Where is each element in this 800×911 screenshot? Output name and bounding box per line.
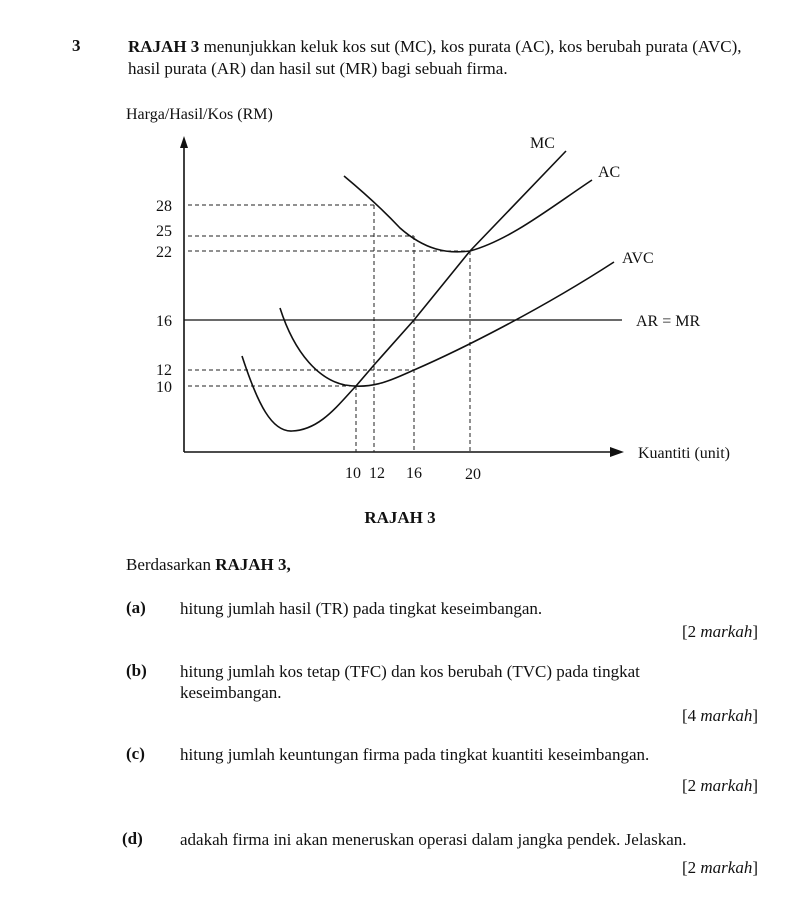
ar-mr-label: AR = MR xyxy=(636,313,701,330)
subquestion-d-text: adakah firma ini akan meneruskan operasi dalam jangka pendek. Jelaskan. xyxy=(180,830,687,849)
x-axis-arrow xyxy=(610,447,624,457)
x-tick-label: 12 xyxy=(369,465,385,482)
marks-bracket: ] xyxy=(752,776,758,795)
y-tick-label: 28 xyxy=(156,198,172,215)
y-tick-label: 10 xyxy=(156,379,172,396)
y-axis-title: Harga/Hasil/Kos (RM) xyxy=(126,106,273,123)
subquestion-c-text: hitung jumlah keuntungan firma pada tingkat kuantiti keseimbangan. xyxy=(180,745,650,764)
marks-word: markah xyxy=(700,858,753,877)
y-axis-arrow xyxy=(180,136,188,148)
subquestion-c-label: (c) xyxy=(126,744,145,763)
subquestion-a-label: (a) xyxy=(126,598,146,617)
mc-label: MC xyxy=(530,135,555,152)
marks-number: [2 xyxy=(681,776,701,795)
ac-curve xyxy=(344,176,592,252)
figure-title: RAJAH 3 xyxy=(364,508,436,527)
mc-curve xyxy=(242,151,566,431)
y-tick-label: 16 xyxy=(156,313,172,330)
subquestion-d-marks xyxy=(682,858,758,878)
avc-curve xyxy=(280,262,614,386)
marks-word: markah xyxy=(700,622,753,641)
x-tick-labels xyxy=(345,465,481,483)
subquestion-b-label: (b) xyxy=(126,661,147,680)
avc-label: AVC xyxy=(622,250,654,267)
y-tick-label: 25 xyxy=(156,223,172,240)
marks-word: markah xyxy=(700,776,753,795)
subquestion-d-label: (d) xyxy=(122,829,143,848)
marks-number: [4 xyxy=(681,706,701,725)
question-number: 3 xyxy=(72,36,81,55)
intro-figure-ref: RAJAH 3 xyxy=(128,37,200,56)
y-tick-label: 12 xyxy=(156,362,172,379)
subquestion-b-text: hitung jumlah kos tetap (TFC) dan kos berubah (TVC) pada tingkat keseimbangan. xyxy=(180,662,640,702)
marks-bracket: ] xyxy=(752,858,758,877)
y-tick-labels xyxy=(156,198,172,396)
x-tick-label: 10 xyxy=(345,465,361,482)
subquestion-c-marks xyxy=(682,776,758,796)
ac-label: AC xyxy=(598,164,621,181)
curves xyxy=(242,151,614,431)
intro-text: menunjukkan keluk kos sut (MC), kos purata (AC), kos berubah purata (AVC), hasil purata (AR) dan hasil sut (MR) bagi sebuah firma. xyxy=(128,37,742,78)
instruction-prefix: Berdasarkan xyxy=(126,555,216,574)
instruction-line xyxy=(126,555,291,575)
marks-number: [2 xyxy=(681,622,701,641)
marks-number: [2 xyxy=(681,858,701,877)
x-tick-label: 16 xyxy=(406,465,422,482)
x-axis-title: Kuantiti (unit) xyxy=(638,445,730,462)
subquestion-a-text: hitung jumlah hasil (TR) pada tingkat keseimbangan. xyxy=(180,599,543,618)
marks-bracket: ] xyxy=(752,706,758,725)
marks-word: markah xyxy=(700,706,753,725)
subquestion-a-marks xyxy=(682,622,758,642)
x-tick-label: 20 xyxy=(465,466,481,483)
subquestion-b-marks xyxy=(682,706,758,726)
y-tick-label: 22 xyxy=(156,244,172,261)
marks-bracket: ] xyxy=(752,622,758,641)
instruction-figure-ref: RAJAH 3, xyxy=(215,555,291,574)
